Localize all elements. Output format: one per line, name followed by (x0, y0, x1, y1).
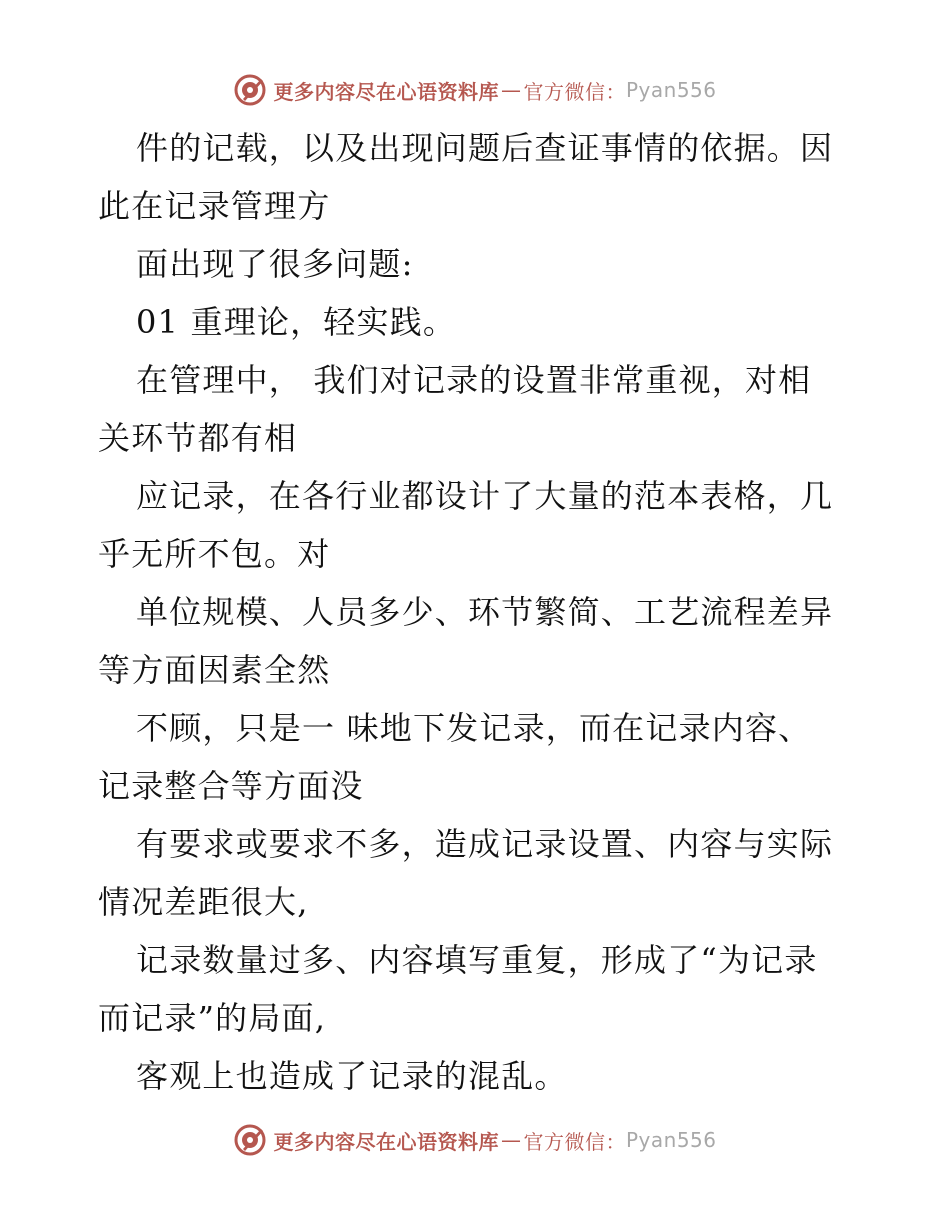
footer-watermark (0, 1120, 950, 1160)
watermark-brand: 更多内容尽在心语资料库 (273, 79, 499, 104)
pen-logo-icon (233, 73, 267, 107)
watermark-wechat-label: 官方微信： (523, 1129, 626, 1154)
body-text (98, 119, 858, 1105)
watermark-separator: — (500, 1128, 522, 1152)
pen-logo-icon (233, 1123, 267, 1157)
paragraph: 应记录，在各行业都设计了大量的范本表格，几 乎无所不包。对 (98, 477, 834, 573)
watermark-wechat-label: 官方微信： (523, 79, 626, 104)
paragraph: 客观上也造成了记录的混乱。 (136, 1057, 568, 1095)
watermark-wechat-id: Pyan556 (625, 1128, 717, 1152)
paragraph: 有要求或要求不多，造成记录设置、内容与实际 情况差距很大, (98, 825, 834, 921)
paragraph: 在管理中， 我们对记录的设置非常重视，对相 关环节都有相 (98, 361, 812, 457)
paragraph: 单位规模、人员多少、环节繁简、工艺流程差异 等方面因素全然 (98, 593, 834, 689)
header-watermark (0, 70, 950, 110)
watermark-brand: 更多内容尽在心语资料库 (273, 1129, 499, 1154)
watermark-separator: — (500, 78, 522, 102)
paragraph: 01 重理论，轻实践。 (136, 303, 457, 341)
paragraph: 不顾，只是一 味地下发记录，而在记录内容、 记录整合等方面没 (98, 709, 812, 805)
watermark-wechat-id: Pyan556 (625, 78, 717, 102)
paragraph: 记录数量过多、内容填写重复，形成了“为记录 而记录”的局面, (98, 941, 818, 1037)
paragraph: 面出现了很多问题: (136, 245, 414, 283)
paragraph: 件的记载，以及出现问题后查证事情的依据。因 此在记录管理方 (98, 129, 834, 225)
